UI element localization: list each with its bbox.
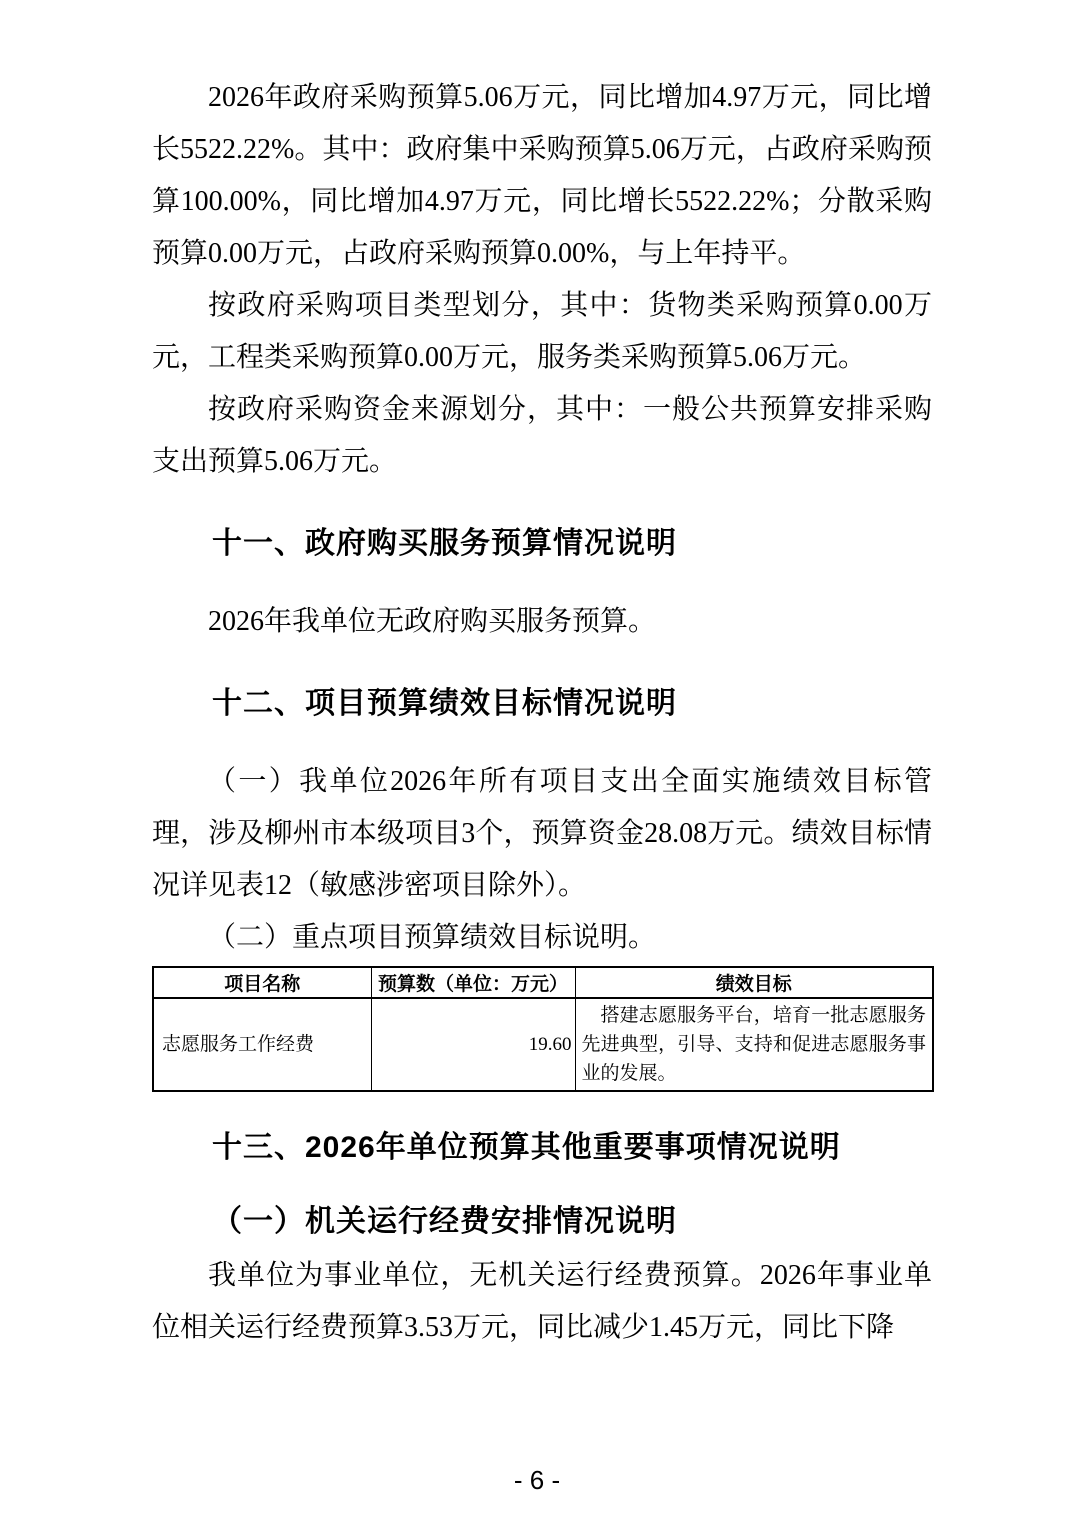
heading-section-11: 十一、政府购买服务预算情况说明 bbox=[212, 527, 677, 560]
table-header-budget: 预算数（单位：万元） bbox=[371, 967, 575, 998]
cell-project-name: 志愿服务工作经费 bbox=[153, 998, 371, 1091]
paragraph-procurement-by-type: 按政府采购项目类型划分，其中：货物类采购预算0.00万元，工程类采购预算0.00万元，服务类采购预算5.06万元。 bbox=[152, 290, 932, 373]
page-content bbox=[152, 72, 932, 1354]
paragraph-procurement-total: 2026年政府采购预算5.06万元，同比增加4.97万元，同比增长5522.22%。其中：政府集中采购预算5.06万元，占政府采购预算100.00%，同比增加4.97万元，同比增长5522.22%；分散采购预算0.00万元，占政府采购预算0.00%，与上年持平。 bbox=[152, 82, 932, 269]
cell-budget-amount: 19.60 bbox=[371, 998, 575, 1091]
heading-section-13: 十三、2026年单位预算其他重要事项情况说明 bbox=[212, 1131, 841, 1164]
page-number: - 6 - bbox=[513, 1465, 561, 1495]
subheading-13-1: （一）机关运行经费安排情况说明 bbox=[212, 1205, 677, 1238]
table-row bbox=[153, 998, 933, 1091]
heading-section-12: 十二、项目预算绩效目标情况说明 bbox=[212, 687, 677, 720]
paragraph-operation-funds: 我单位为事业单位，无机关运行经费预算。2026年事业单位相关运行经费预算3.53万元，同比减少1.45万元，同比下降 bbox=[152, 1260, 932, 1343]
paragraph-no-service-budget: 2026年我单位无政府购买服务预算。 bbox=[208, 606, 657, 637]
performance-target-table bbox=[152, 966, 934, 1092]
table-header-performance-target: 绩效目标 bbox=[575, 967, 933, 998]
table-header-project-name: 项目名称 bbox=[153, 967, 371, 998]
paragraph-procurement-by-source: 按政府采购资金来源划分，其中：一般公共预算安排采购支出预算5.06万元。 bbox=[152, 394, 932, 477]
cell-performance-target: 搭建志愿服务平台，培育一批志愿服务先进典型，引导、支持和促进志愿服务事业的发展。 bbox=[575, 998, 933, 1091]
paragraph-performance-overview: （一）我单位2026年所有项目支出全面实施绩效目标管理，涉及柳州市本级项目3个，预算资金28.08万元。绩效目标情况详见表12（敏感涉密项目除外）。 bbox=[152, 766, 932, 901]
table-header-row bbox=[153, 967, 933, 998]
paragraph-performance-key: （二）重点项目预算绩效目标说明。 bbox=[208, 922, 657, 953]
